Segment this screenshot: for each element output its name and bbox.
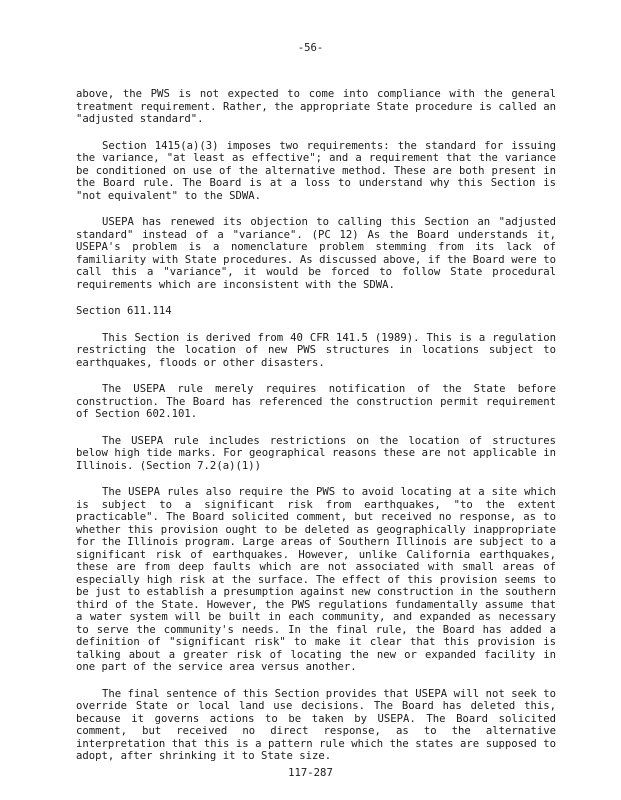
footer-page-ref: 117-287 xyxy=(288,767,333,779)
paragraph: Section 1415(a)(3) imposes two requirements: the standard for issuing the variance, "at least as effective"; and a requirement that the variance be conditioned on use of the alternative method. These are both present in the Board rule. The Board is at a loss to understand why this Section is "not equivalent" to the SDWA. xyxy=(76,139,556,202)
paragraph: above, the PWS is not expected to come into compliance with the general treatment requirement. Rather, the appropriate State procedure is called an "adjusted standard". xyxy=(76,88,556,125)
page-number: -56- xyxy=(297,42,324,54)
paragraph: This Section is derived from 40 CFR 141.5 (1989). This is a regulation restricting the location of new PWS structures in locations subject to earthquakes, floods or other disasters. xyxy=(76,331,556,369)
paragraph: The USEPA rules also require the PWS to avoid locating at a site which is subject to a significant risk from earthquakes, "to the extent practicable". The Board solicited comment, but received no response, as to whether this provision ought to be deleted as geographically inappropriate for the Illinois program. Large areas of Southern Illinois are subject to a significant risk of earthquakes. However, unlike California earthquakes, these are from deep faults which are not associated with small areas of especially high risk at the surface. The effect of this provision seems to be just to establish a presumption against new construction in the southern third of the State. However, the PWS regulations fundamentally assume that a water system will be built in each community, and expanded as necessary to serve the community's needs. In the final rule, the Board has added a definition of "significant risk" to make it clear that this provision is talking about a greater risk of locating the new or expanded facility in one part of the service area versus another. xyxy=(76,486,556,673)
document-body xyxy=(76,88,556,777)
paragraph: USEPA has renewed its objection to calling this Section an "adjusted standard" instead of a "variance". (PC 12) As the Board understands it, USEPA's problem is a nomenclature problem stemming from its lack of familiarity with State procedures. As discussed above, if the Board were to call this a "variance", it would be forced to follow State procedural requirements which are inconsistent with the SDWA. xyxy=(76,216,556,291)
paragraph: The USEPA rule merely requires notification of the State before construction. The Board has referenced the construction permit requirement of Section 602.101. xyxy=(76,383,556,420)
section-heading: Section 611.114 xyxy=(76,305,172,317)
paragraph: The USEPA rule includes restrictions on the location of structures below high tide marks. For geographical reasons these are not applicable in Illinois. (Section 7.2(a)(1)) xyxy=(76,434,556,472)
paragraph: The final sentence of this Section provides that USEPA will not seek to override State or local land use decisions. The Board has deleted this, because it governs actions to be taken by USEPA. The Board solicited comment, but received no direct response, as to the alternative interpretation that this is a pattern rule which the states are supposed to adopt, after shrinking it to State size. xyxy=(76,687,556,762)
